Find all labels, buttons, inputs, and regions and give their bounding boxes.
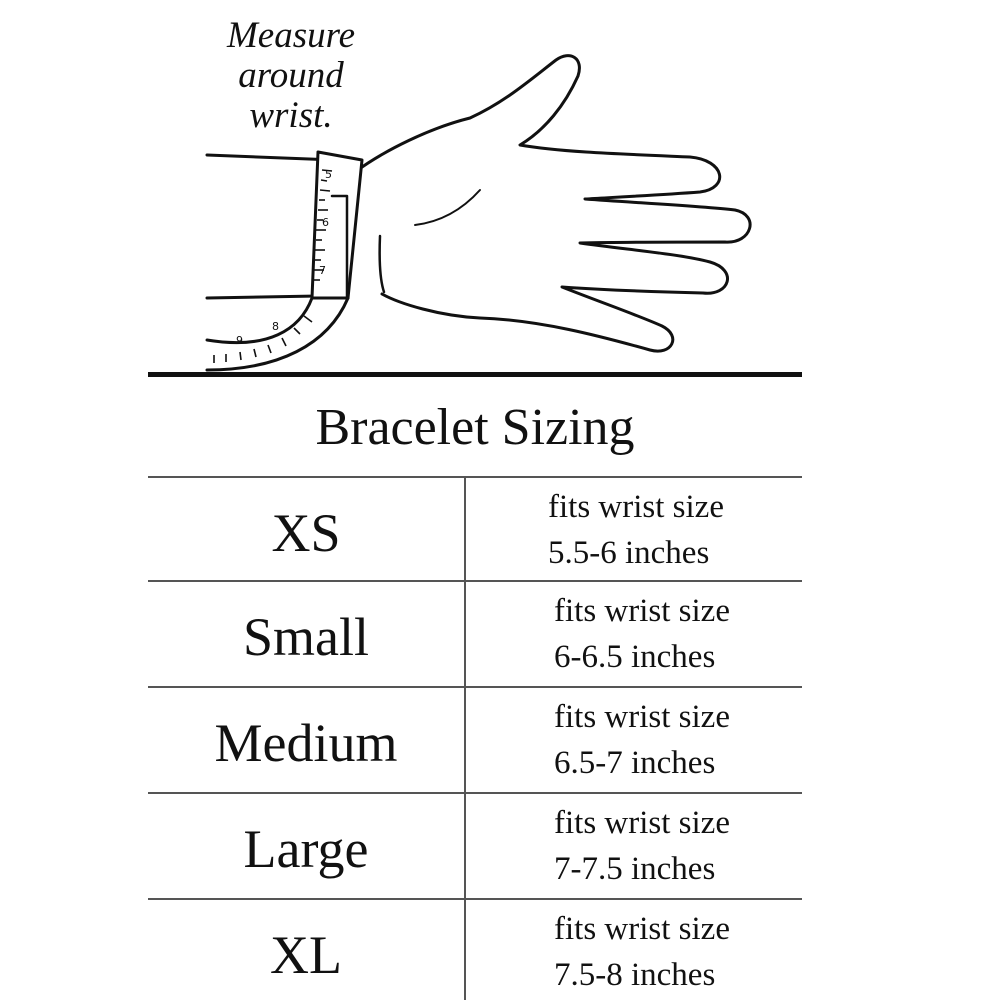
size-fit <box>554 694 808 786</box>
size-fit <box>554 588 808 680</box>
table-row <box>148 900 802 1004</box>
size-fit <box>554 906 808 998</box>
caption-line: around <box>238 55 344 96</box>
measure-caption <box>196 16 386 136</box>
size-name: XL <box>270 925 342 985</box>
size-name: Small <box>242 607 369 667</box>
fit-range: 7-7.5 inches <box>554 851 716 887</box>
hand-wrist-measuring-tape-icon <box>0 0 1000 380</box>
size-name: Medium <box>214 713 398 773</box>
section-divider <box>148 372 802 377</box>
size-name: Large <box>243 819 369 879</box>
tape-tick-6: 6 <box>322 216 329 229</box>
fit-label: fits wrist size <box>554 911 730 947</box>
fit-label: fits wrist size <box>554 593 730 629</box>
size-fit <box>554 800 808 892</box>
table-row <box>148 794 802 898</box>
size-name: XS <box>271 503 341 563</box>
caption-line: Measure <box>226 15 356 56</box>
size-fit <box>548 484 802 576</box>
fit-label: fits wrist size <box>554 699 730 735</box>
table-row <box>148 478 802 582</box>
table-row <box>148 688 802 792</box>
fit-range: 6-6.5 inches <box>554 639 716 675</box>
caption-line: wrist. <box>249 95 333 136</box>
table-row <box>148 582 802 686</box>
tape-tick-7: 7 <box>319 264 326 277</box>
hand-illustration <box>0 0 1000 380</box>
tape-tick-8: 8 <box>272 320 279 333</box>
fit-range: 7.5-8 inches <box>554 957 716 993</box>
tape-tick-5: 5 <box>325 168 332 181</box>
fit-range: 5.5-6 inches <box>548 535 710 571</box>
tape-tick-9: 9 <box>236 334 243 347</box>
page-title: Bracelet Sizing <box>315 399 635 456</box>
size-table <box>148 476 802 1000</box>
fit-label: fits wrist size <box>548 489 724 525</box>
fit-label: fits wrist size <box>554 805 730 841</box>
fit-range: 6.5-7 inches <box>554 745 716 781</box>
